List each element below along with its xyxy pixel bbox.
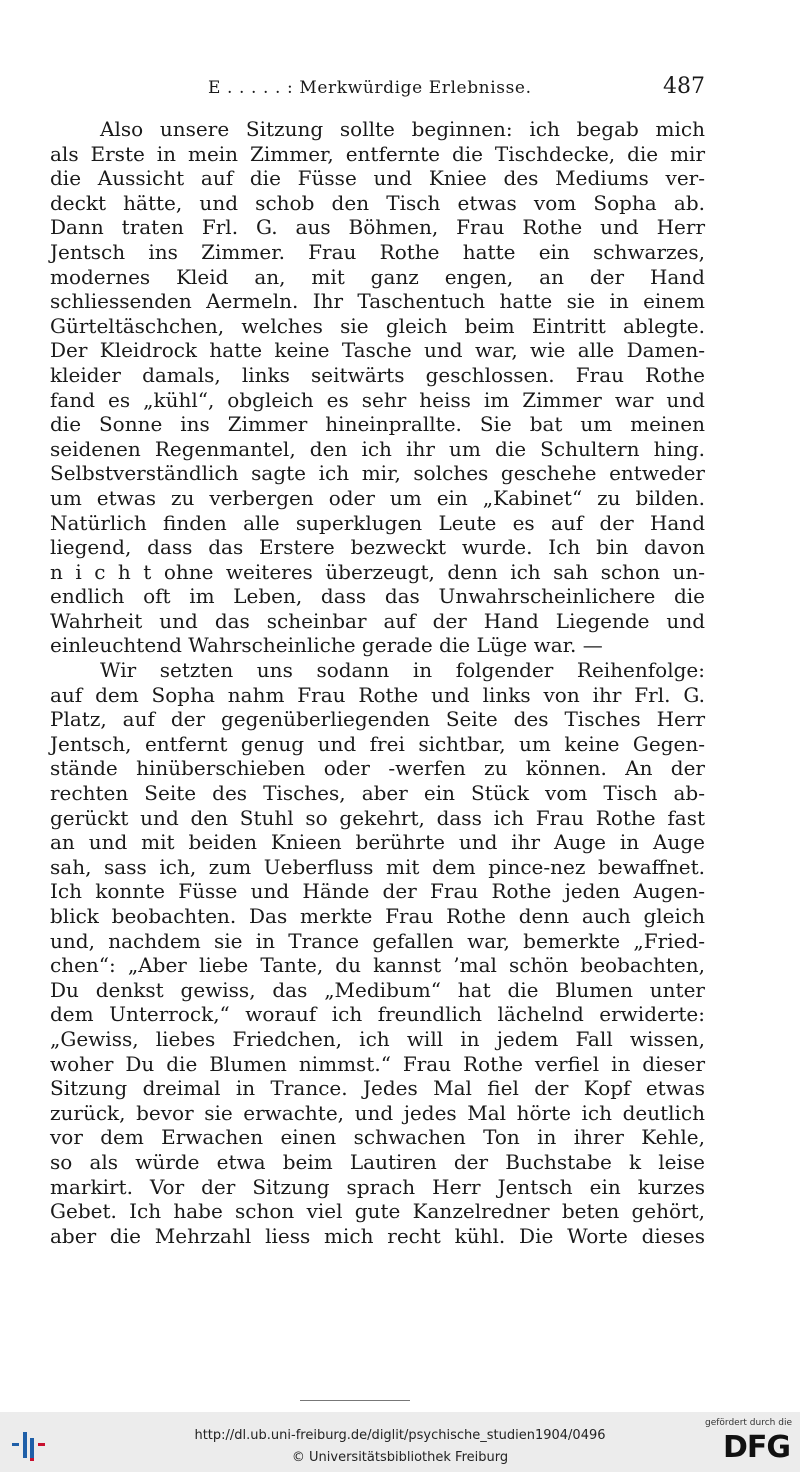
text-line: markirt. Vor der Sitzung sprach Herr Jentsch ein kurzes [50,1174,705,1199]
text-line: Natürlich finden alle superklugen Leute es auf der Hand [50,510,705,535]
text-line: stände hinüberschieben oder -werfen zu können. An der [50,756,705,781]
running-title: E . . . . . : Merkwürdige Erlebnisse. [208,78,532,98]
text-line: Sitzung dreimal in Trance. Jedes Mal fiel der Kopf etwas [50,1076,705,1101]
footer-rule [300,1400,410,1401]
text-line: als Erste in mein Zimmer, entfernte die Tischdecke, die mir [50,141,705,166]
text-line: einleuchtend Wahrscheinliche gerade die Lüge war. — [50,633,603,658]
text-line: Gürteltäschchen, welches sie gleich beim Eintritt ablegte. [50,313,705,338]
page-number: 487 [663,74,705,99]
text-line: Wir setzten uns sodann in folgender Reihenfolge: [100,658,705,683]
text-line: woher Du die Blumen nimmst.“ Frau Rothe verfiel in dieser [50,1051,705,1076]
text-line: n i c h t ohne weiteres überzeugt, denn ich sah schon un- [50,559,705,584]
text-line: auf dem Sopha nahm Frau Rothe und links von ihr Frl. G. [50,682,705,707]
text-line: chen“: „Aber liebe Tante, du kannst ’mal schön beobachten, [50,953,705,978]
text-line: dem Unterrock,“ worauf ich freundlich lächelnd erwiderte: [50,1002,705,1027]
text-line: Ich konnte Füsse und Hände der Frau Rothe jeden Augen- [50,879,705,904]
text-line: aber die Mehrzahl liess mich recht kühl. Die Worte dieses [50,1223,705,1248]
text-line: an und mit beiden Knieen berührte und ihr Auge in Auge [50,830,705,855]
body-text [50,117,705,1248]
text-line: sah, sass ich, zum Ueberfluss mit dem pince-nez bewaffnet. [50,854,705,879]
dfg-logo: DFG [722,1430,790,1465]
text-line: rechten Seite des Tisches, aber ein Stück vom Tisch ab- [50,781,705,806]
text-line: „Gewiss, liebes Friedchen, ich will in jedem Fall wissen, [50,1026,705,1051]
text-line: Dann traten Frl. G. aus Böhmen, Frau Rothe und Herr [50,215,705,240]
text-line: schliessenden Aermeln. Ihr Taschentuch hatte sie in einem [50,289,705,314]
text-line: Gebet. Ich habe schon viel gute Kanzelredner beten gehört, [50,1199,705,1224]
text-line: gerückt und den Stuhl so gekehrt, dass ich Frau Rothe fast [50,805,705,830]
text-line: um etwas zu verbergen oder um ein „Kabinet“ zu bilden. [50,485,705,510]
text-line: seidenen Regenmantel, den ich ihr um die Schultern hing. [50,436,705,461]
text-line: so als würde etwa beim Lautiren der Buchstabe k leise [50,1149,705,1174]
text-line: endlich oft im Leben, dass das Unwahrscheinlichere die [50,584,705,609]
viewer-footer [0,1412,800,1472]
page-header [50,74,705,106]
text-line: liegend, dass das Erstere bezweckt wurde. Ich bin davon [50,535,705,560]
text-line: zurück, bevor sie erwachte, und jedes Mal hörte ich deutlich [50,1100,705,1125]
text-line: kleider damals, links seitwärts geschlossen. Frau Rothe [50,362,705,387]
text-line: die Sonne ins Zimmer hineinprallte. Sie bat um meinen [50,412,705,437]
funded-by-label: gefördert durch die [705,1418,792,1428]
text-line: Platz, auf der gegenüberliegenden Seite des Tisches Herr [50,707,705,732]
text-line: fand es „kühl“, obgleich es sehr heiss im Zimmer war und [50,387,705,412]
document-url-link[interactable]: http://dl.ub.uni-freiburg.de/diglit/psychische_studien1904/0496 [194,1428,606,1443]
text-line: Selbstverständlich sagte ich mir, solches geschehe entweder [50,461,705,486]
copyright-notice: © Universitätsbibliothek Freiburg [291,1450,509,1465]
text-line: vor dem Erwachen einen schwachen Ton in ihrer Kehle, [50,1125,705,1150]
text-line: Also unsere Sitzung sollte beginnen: ich begab mich [100,117,705,141]
text-line: die Aussicht auf die Füsse und Kniee des Mediums ver- [50,166,705,191]
text-line: deckt hätte, und schob den Tisch etwas vom Sopha ab. [50,190,705,215]
text-line: Jentsch, entfernt genug und frei sichtbar, um keine Gegen- [50,731,705,756]
text-line: Jentsch ins Zimmer. Frau Rothe hatte ein schwarzes, [50,239,705,264]
text-line: und, nachdem sie in Trance gefallen war, bemerkte „Fried- [50,928,705,953]
text-line: Du denkst gewiss, das „Medibum“ hat die Blumen unter [50,977,705,1002]
text-line: blick beobachten. Das merkte Frau Rothe denn auch gleich [50,904,705,928]
text-line: modernes Kleid an, mit ganz engen, an der Hand [50,264,705,289]
text-line: Der Kleidrock hatte keine Tasche und war, wie alle Damen- [50,338,705,363]
text-line: Wahrheit und das scheinbar auf der Hand Liegende und [50,608,705,633]
